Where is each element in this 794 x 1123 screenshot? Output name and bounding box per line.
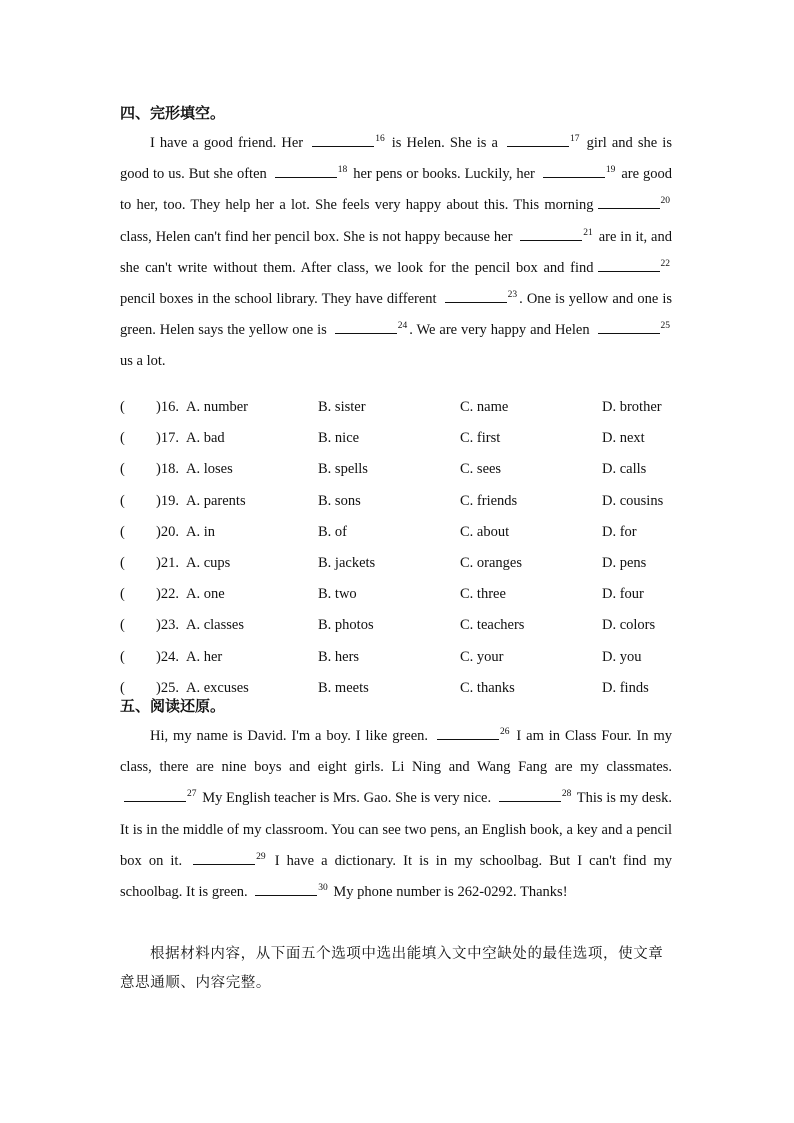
- answer-blank[interactable]: [499, 789, 561, 802]
- passage-text: us a lot.: [120, 353, 166, 370]
- blank-number: 27: [187, 789, 197, 800]
- answer-blank[interactable]: [124, 789, 186, 802]
- option-a: A. number: [186, 399, 249, 415]
- blank-number: 18: [337, 165, 348, 176]
- blank-number: 28: [561, 789, 572, 800]
- answer-paren[interactable]: (: [120, 430, 125, 447]
- option-a: A. parents: [186, 492, 246, 509]
- option-d: D. finds: [602, 679, 649, 696]
- reading-passage: [120, 721, 672, 908]
- passage-text: girl and she is good to us. But she often: [120, 135, 672, 183]
- blank-number: 17: [570, 134, 580, 144]
- passage-text: Hi, my name is David. I'm a boy. I like green.: [150, 728, 433, 744]
- option-c: C. thanks: [460, 679, 515, 696]
- answer-blank[interactable]: [255, 883, 317, 896]
- answer-paren[interactable]: (: [120, 648, 125, 665]
- option-b: B. meets: [318, 679, 369, 696]
- answer-paren[interactable]: (: [120, 679, 125, 696]
- answer-blank[interactable]: [335, 321, 397, 334]
- answer-blank[interactable]: [507, 134, 569, 147]
- question-number: )18.: [156, 461, 179, 478]
- option-a: A. one: [186, 586, 225, 603]
- option-d: D. pens: [602, 554, 647, 571]
- answer-paren[interactable]: (: [120, 523, 125, 540]
- answer-blank[interactable]: [598, 259, 660, 272]
- cloze-passage: [120, 128, 672, 378]
- question-number: )16.: [156, 399, 179, 415]
- option-a: A. classes: [186, 617, 244, 634]
- blank-number: 25: [660, 321, 671, 332]
- passage-text: This is my desk. It is in the middle of my classroom. You can see two pens, an English book, a key and a pencil box on it.: [120, 790, 672, 869]
- passage-text: . We are very happy and Helen: [409, 322, 594, 339]
- answer-blank[interactable]: [312, 134, 374, 147]
- option-c: C. name: [460, 399, 509, 415]
- option-a: A. in: [186, 523, 215, 540]
- option-c: C. first: [460, 430, 501, 447]
- passage-text: I have a dictionary. It is in my schoolbag. But I can't find my schoolbag. It is green.: [120, 852, 672, 901]
- question-row: [120, 548, 680, 579]
- option-a: A. cups: [186, 554, 231, 571]
- reading-passage-text: [120, 721, 672, 908]
- question-row: [120, 517, 680, 548]
- option-a: A. excuses: [186, 679, 249, 696]
- option-a: A. her: [186, 648, 223, 665]
- option-d: D. you: [602, 648, 642, 665]
- passage-text: is Helen. She is a: [386, 135, 504, 151]
- answer-paren[interactable]: (: [120, 554, 125, 571]
- question-row: [120, 610, 680, 641]
- question-row: [120, 423, 680, 454]
- option-c: C. teachers: [460, 617, 525, 634]
- question-number: )17.: [156, 430, 179, 447]
- question-number: )22.: [156, 586, 179, 603]
- option-c: C. about: [460, 523, 510, 540]
- cloze-passage-text: [120, 128, 672, 378]
- passage-text: I am in Class Four. In my class, there are nine boys and eight girls. Li Ning and Wang Fang are my classmates.: [120, 728, 672, 776]
- option-b: B. hers: [318, 648, 360, 665]
- question-number: )25.: [156, 679, 179, 696]
- blank-number: 23: [507, 290, 518, 301]
- option-d: D. cousins: [602, 492, 664, 509]
- question-row: [120, 486, 680, 517]
- blank-number: 19: [605, 165, 616, 176]
- option-d: D. next: [602, 430, 645, 447]
- answer-blank[interactable]: [275, 165, 337, 178]
- blank-number: 26: [499, 727, 510, 737]
- section4-title: 四、完形填空。: [120, 104, 226, 122]
- option-b: B. photos: [318, 617, 374, 634]
- passage-text: I have a good friend. Her: [150, 135, 309, 151]
- option-b: B. spells: [318, 461, 368, 478]
- option-d: D. four: [602, 586, 644, 603]
- answer-blank[interactable]: [598, 196, 660, 209]
- instruction-text: 根据材料内容，从下面五个选项中选出能填入文中空缺处的最佳选项，使文章意思通顺、内容完整。: [120, 946, 664, 991]
- option-a: A. loses: [186, 461, 233, 478]
- answer-paren[interactable]: (: [120, 461, 125, 478]
- blank-number: 21: [583, 227, 593, 238]
- answer-paren[interactable]: (: [120, 586, 125, 603]
- option-b: B. two: [318, 586, 357, 603]
- blank-number: 22: [660, 258, 670, 269]
- option-b: B. jackets: [318, 554, 376, 571]
- blank-number: 29: [256, 851, 266, 862]
- question-row: [120, 579, 680, 610]
- answer-blank[interactable]: [445, 290, 507, 303]
- passage-text: class, Helen can't find her pencil box. She is not happy because her: [120, 228, 517, 245]
- option-b: B. of: [318, 523, 347, 540]
- option-d: D. calls: [602, 461, 647, 478]
- passage-text: are good to her, too. They help her a lot. She feels very happy about this. This morning: [120, 166, 673, 214]
- option-d: D. brother: [602, 399, 662, 415]
- question-row: [120, 454, 680, 485]
- option-b: B. nice: [318, 430, 360, 447]
- answer-paren[interactable]: (: [120, 399, 125, 415]
- option-c: C. friends: [460, 492, 518, 509]
- answer-blank[interactable]: [543, 165, 605, 178]
- option-a: A. bad: [186, 430, 225, 447]
- option-c: C. oranges: [460, 554, 523, 571]
- option-d: D. for: [602, 523, 637, 540]
- question-row: [120, 392, 680, 423]
- blank-number: 24: [397, 321, 408, 332]
- passage-text: . One is yellow and one is green. Helen says the yellow one is: [120, 291, 672, 339]
- blank-number: 16: [375, 134, 385, 144]
- option-c: C. sees: [460, 461, 502, 478]
- question-number: )20.: [156, 523, 179, 540]
- option-d: D. colors: [602, 617, 656, 634]
- answer-blank[interactable]: [193, 852, 255, 865]
- passage-text: My phone number is 262-0292. Thanks!: [329, 884, 568, 901]
- question-number: )21.: [156, 554, 179, 571]
- cloze-options: [120, 392, 680, 704]
- blank-number: 30: [318, 883, 328, 894]
- option-b: B. sons: [318, 492, 361, 509]
- answer-blank[interactable]: [598, 321, 660, 334]
- section5-title: 五、阅读还原。: [120, 697, 226, 715]
- passage-text: My English teacher is Mrs. Gao. She is very nice.: [198, 790, 495, 807]
- option-c: C. three: [460, 586, 506, 603]
- blank-number: 20: [660, 196, 670, 207]
- question-number: )23.: [156, 617, 179, 634]
- answer-blank[interactable]: [520, 228, 582, 241]
- answer-blank[interactable]: [437, 727, 499, 740]
- question-number: )24.: [156, 648, 179, 665]
- passage-text: are in it, and she can't write without them. After class, we look for the pencil box and find: [120, 228, 672, 276]
- option-b: B. sister: [318, 399, 366, 415]
- answer-paren[interactable]: (: [120, 492, 125, 509]
- question-number: )19.: [156, 492, 179, 509]
- passage-text: pencil boxes in the school library. They have different: [120, 291, 441, 308]
- option-c: C. your: [460, 648, 504, 665]
- question-row: [120, 642, 680, 673]
- answer-paren[interactable]: (: [120, 617, 125, 634]
- passage-text: her pens or books. Luckily, her: [349, 166, 539, 183]
